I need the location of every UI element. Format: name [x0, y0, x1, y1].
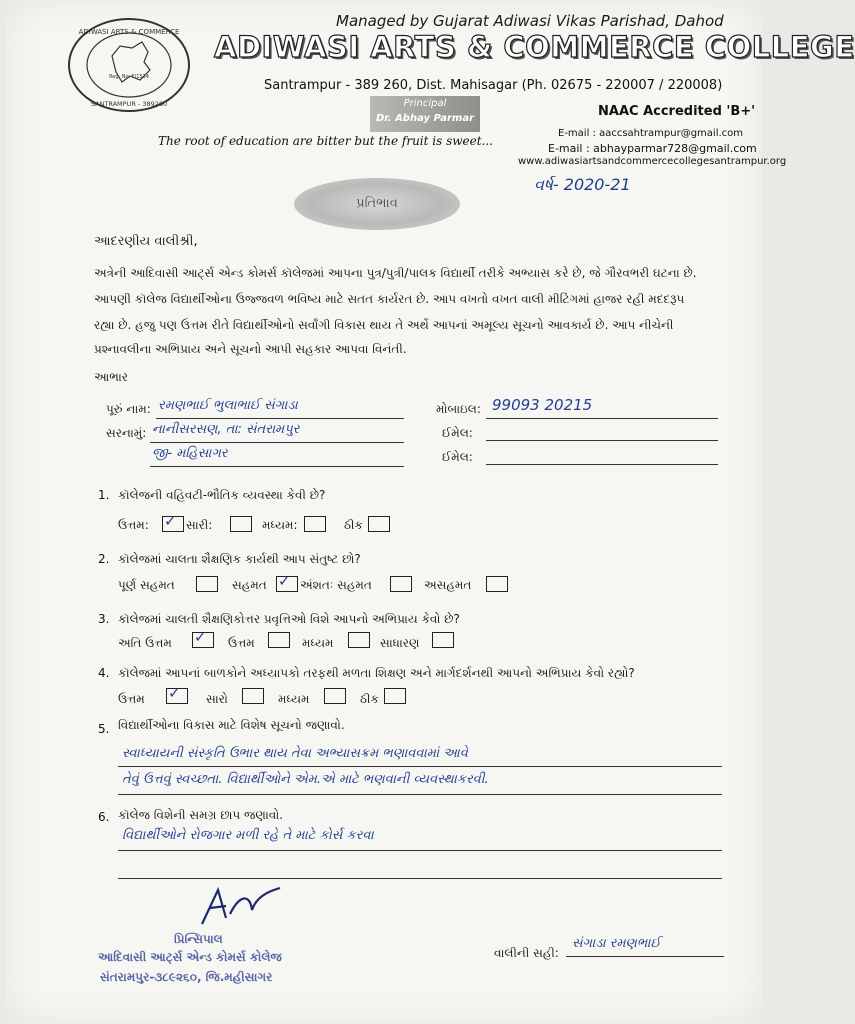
- q3-option-3-label: મધ્યમ: [302, 636, 334, 650]
- guardian-signature[interactable]: સંગાડા રમણભાઈ: [572, 936, 661, 951]
- feedback-stamp: પ્રતિભાવ: [294, 178, 460, 230]
- checkmark-icon: ✓: [168, 684, 181, 702]
- q2-option-1-checkbox[interactable]: [196, 576, 218, 592]
- principal-signature: [196, 884, 286, 928]
- q1-option-2-label: સારી:: [186, 518, 213, 532]
- q4-option-4-label: ઠીક: [360, 692, 379, 706]
- q4-option-2-label: સારો: [206, 692, 228, 706]
- letter-paragraph-line-3: રહ્યા છે. હજુ પણ ઉત્તમ રીતે વિદ્યાર્થીઓનો સર્વાંગી વિકાસ થાય તે અર્થે આપનાં અમૂલ્ય સૂચનો આવકાર્ય છે. આપ નીચેની: [94, 318, 674, 332]
- thanks-text: આભાર: [94, 370, 129, 384]
- q3-option-1-checkbox[interactable]: [192, 628, 214, 648]
- college-tagline: The root of education are bitter but the fruit is sweet...: [158, 134, 493, 148]
- letter-paragraph-line-1: અત્રેની આદિવાસી આર્ટ્સ એન્ડ કોમર્સ કૉલેજમાં આપના પુત્ર/પુત્રી/પાલક વિદ્યાર્થી તરીકે અભ્યાસ કરે છે, જે ગૌરવભરી ઘટના છે.: [94, 266, 697, 280]
- email-line-1[interactable]: [486, 440, 718, 441]
- college-email-2: E-mail : abhayparmar728@gmail.com: [548, 142, 757, 155]
- college-address: Santrampur - 389 260, Dist. Mahisagar (Ph. 02675 - 220007 / 220008): [264, 78, 723, 93]
- name-line: [156, 418, 404, 419]
- college-seal-logo: [64, 16, 194, 114]
- guardian-sign-label: વાલીની સહી:: [494, 946, 559, 960]
- q4-option-1-checkbox[interactable]: [166, 684, 188, 704]
- q2-option-4-checkbox[interactable]: [486, 576, 508, 592]
- q5-answer-1[interactable]: સ્વાધ્યાયની સંસ્કૃતિ ઉભાર થાય તેવા અભ્યાસક્રમ ભણાવવામાં આવે: [122, 746, 468, 761]
- checkmark-icon: ✓: [164, 512, 177, 530]
- q2-option-1-label: પૂર્ણ સહમત: [118, 578, 175, 592]
- q1-option-3-label: મધ્યમ:: [262, 518, 298, 532]
- address-value-1[interactable]: નાનીસરસણ, તા: સંતરામપુર: [152, 422, 300, 437]
- mobile-label: મોબાઇલ:: [436, 402, 481, 416]
- checkmark-icon: ✓: [278, 572, 291, 590]
- principal-stamp-title: પ્રિન્સિપાલ: [174, 932, 223, 946]
- q3-option-2-label: ઉત્તમ: [228, 636, 255, 650]
- question-5-text: વિદ્યાર્થીઓના વિકાસ માટે વિશેષ સૂચનો જણાવો.: [118, 718, 345, 732]
- q2-option-2-checkbox[interactable]: [276, 572, 298, 592]
- svg-text:Reg. No. F/1534: Reg. No. F/1534: [109, 74, 149, 80]
- q4-option-3-label: મધ્યમ: [278, 692, 310, 706]
- q2-option-2-label: સહમત: [232, 578, 267, 592]
- email-label-2: ઈમેલ:: [442, 450, 473, 464]
- question-6-text: કૉલેજ વિશેની સમગ્ર છાપ જણાવો.: [118, 808, 284, 822]
- guardian-sign-line: [566, 956, 724, 957]
- question-1-number: 1.: [98, 488, 110, 502]
- q1-option-1-checkbox[interactable]: [162, 512, 184, 532]
- question-2-text: કૉલેજમાં ચાલતા શૈક્ષણિક કાર્યથી આપ સંતુષ્ટ છો?: [118, 552, 361, 566]
- q2-option-4-label: અસહમત: [424, 578, 472, 592]
- q4-option-3-checkbox[interactable]: [324, 688, 346, 704]
- q4-option-2-checkbox[interactable]: [242, 688, 264, 704]
- q1-option-4-checkbox[interactable]: [368, 516, 390, 532]
- question-4-number: 4.: [98, 666, 110, 680]
- q5-answer-2[interactable]: તેવું ઉત્તવું સ્વચ્છતા. વિદ્યાર્થીઓને એમ.એ માટે ભણવાની વ્યવસ્થાકરવી.: [122, 772, 489, 787]
- salutation: આદરણીય વાલીશ્રી,: [94, 234, 198, 249]
- academic-year-handwritten: વર્ષ- 2020-21: [534, 175, 631, 194]
- q4-option-4-checkbox[interactable]: [384, 688, 406, 704]
- managed-by-text: Managed by Gujarat Adiwasi Vikas Parishad, Dahod: [336, 12, 724, 30]
- principal-stamp-address: સંતરામપુર-૩૮૯૨૬૦, જિ.મહીસાગર: [100, 970, 273, 984]
- q3-option-1-label: અતિ ઉત્તમ: [118, 636, 172, 650]
- address-value-2[interactable]: જી- મહિસાગર: [152, 446, 228, 461]
- principal-name: Dr. Abhay Parmar: [375, 113, 474, 124]
- q6-answer-1[interactable]: વિદ્યાર્થીઓને રોજગાર મળી રહે તે માટે કોર્સ કરવા: [122, 828, 374, 843]
- address-line-1: [150, 442, 404, 443]
- svg-text:SANTRAMPUR - 389260: SANTRAMPUR - 389260: [90, 100, 168, 108]
- q3-option-3-checkbox[interactable]: [348, 632, 370, 648]
- letter-paragraph-line-4: પ્રશ્નાવલીના અભિપ્રાય અને સૂચનો આપી સહકાર આપવા વિનંતી.: [94, 342, 407, 356]
- principal-stamp-college: આદિવાસી આર્ટ્સ એન્ડ કોમર્સ કોલેજ: [98, 950, 282, 964]
- q6-answer-line-2[interactable]: [118, 878, 722, 879]
- address-label: સરનામું:: [106, 426, 147, 440]
- q5-answer-line-1: [118, 766, 722, 767]
- question-1-text: કૉલેજની વહિવટી-ભૌતિક વ્યવસ્થા કેવી છે?: [118, 488, 326, 502]
- q1-option-2-checkbox[interactable]: [230, 516, 252, 532]
- principal-banner: [370, 96, 480, 132]
- q5-answer-line-2: [118, 794, 722, 795]
- college-email-1: E-mail : aaccsahtrampur@gmail.com: [558, 128, 744, 139]
- question-3-number: 3.: [98, 612, 110, 626]
- question-4-text: કૉલેજમાં આપનાં બાળકોને અધ્યાપકો તરફથી મળતા શિક્ષણ અને માર્ગદર્શનથી આપનો અભિપ્રાય કેવો રહ્યો?: [118, 666, 635, 680]
- q3-option-2-checkbox[interactable]: [268, 632, 290, 648]
- checkmark-icon: ✓: [194, 628, 207, 646]
- q3-option-4-checkbox[interactable]: [432, 632, 454, 648]
- name-label: પૂરું નામ:: [106, 402, 151, 416]
- q2-option-3-checkbox[interactable]: [390, 576, 412, 592]
- q3-option-4-label: સાધારણ: [380, 636, 420, 650]
- question-6-number: 6.: [98, 810, 110, 824]
- letter-paragraph-line-2: આપણી કૉલેજ વિદ્યાર્થીઓના ઉજ્જવળ ભવિષ્ય માટે સતત કાર્યરત છે. આપ વખતો વખત વાલી મીટિંગમાં હાજર રહી મદદરૂપ: [94, 292, 685, 306]
- mobile-value[interactable]: 99093 20215: [492, 396, 593, 414]
- q6-answer-line-1: [118, 850, 722, 851]
- name-value[interactable]: રમણભાઈ ભુલાભાઈ સંગાડા: [158, 398, 298, 413]
- principal-title: Principal: [403, 98, 447, 109]
- college-name: ADIWASI ARTS & COMMERCE COLLEGE: [214, 30, 855, 64]
- svg-text:ADIWASI ARTS & COMMERCE: ADIWASI ARTS & COMMERCE: [78, 28, 180, 36]
- mobile-line: [486, 418, 718, 419]
- q1-option-1-label: ઉત્તમ:: [118, 518, 149, 532]
- college-website: www.adiwasiartsandcommercecollegesantrampur.org: [518, 156, 787, 167]
- q1-option-3-checkbox[interactable]: [304, 516, 326, 532]
- q2-option-3-label: અંશતઃ સહમત: [300, 578, 372, 592]
- question-3-text: કૉલેજમાં ચાલતી શૈક્ષણિકોત્તર પ્રવૃત્તિઓ વિશે આપનો અભિપ્રાય કેવો છે?: [118, 612, 460, 626]
- email-label-1: ઈમેલ:: [442, 426, 473, 440]
- feedback-form-page: [6, 0, 855, 1024]
- address-line-2: [150, 466, 404, 467]
- email-line-2[interactable]: [486, 464, 718, 465]
- q4-option-1-label: ઉત્તમ: [118, 692, 145, 706]
- naac-accreditation: NAAC Accredited 'B+': [598, 104, 756, 119]
- q1-option-4-label: ઠીક: [344, 518, 363, 532]
- question-5-number: 5.: [98, 722, 110, 736]
- question-2-number: 2.: [98, 552, 110, 566]
